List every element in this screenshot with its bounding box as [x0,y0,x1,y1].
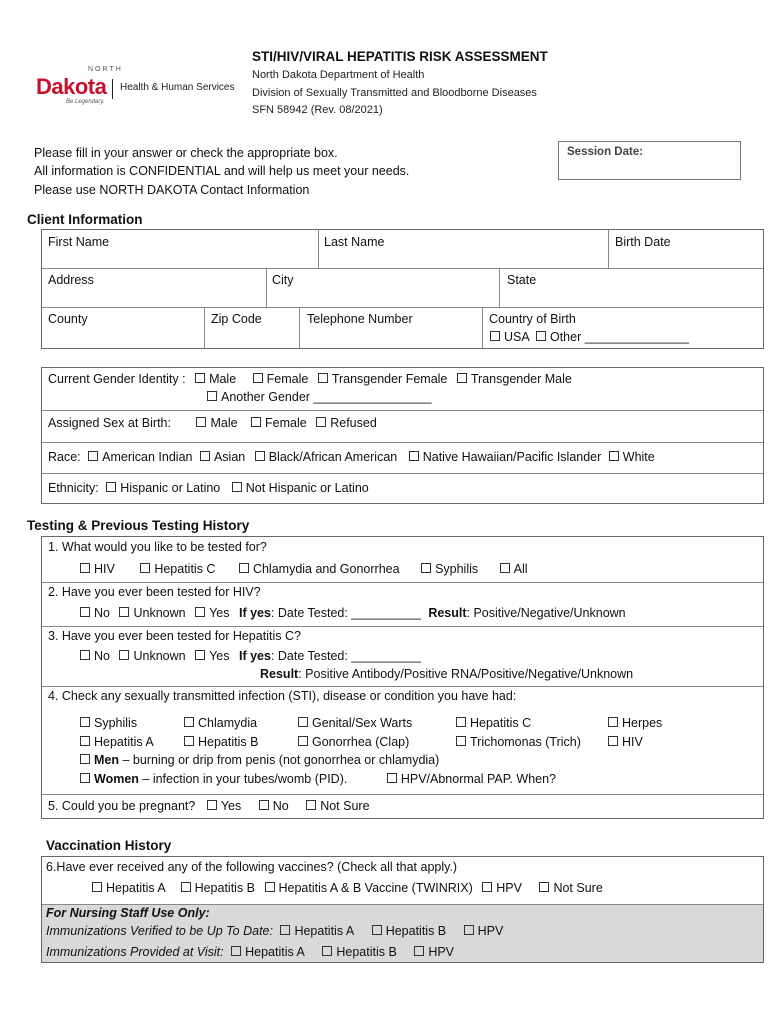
logo-divider [112,79,113,99]
race-asian-label: Asian [213,450,246,464]
state-field[interactable]: State [507,273,537,287]
q4-men-row [80,753,439,767]
vax-twinrix-checkbox[interactable] [265,882,275,892]
hiv-date-tested-field[interactable]: : Date Tested: __________ [270,606,421,620]
hepc-if-yes-label: If yes [238,649,271,663]
hepc-tested-no-checkbox[interactable] [80,650,90,660]
sti-hepb-label: Hepatitis B [198,735,259,749]
first-name-field[interactable]: First Name [48,235,110,249]
division-name: Division of Sexually Transmitted and Bloodborne Diseases [252,87,537,99]
gender-row [48,372,572,386]
address-field[interactable]: Address [48,273,94,287]
hiv-result-label: Result [428,606,467,620]
hepc-result-options[interactable]: : Positive Antibody/Positive RNA/Positive/Negative/Unknown [298,667,634,681]
q1-options [80,562,528,576]
provided-hepa-label: Hepatitis A [245,945,305,959]
other-country-label: Other _______________ [549,330,689,344]
hpv-pap-label: HPV/Abnormal PAP. When? [400,772,557,786]
hiv-unknown-label: Unknown [133,606,186,620]
verified-hepb-checkbox[interactable] [372,925,382,935]
q4-women-row [80,772,556,786]
hepc-date-tested-field[interactable]: : Date Tested: __________ [270,649,421,663]
sti-gonorrhea-label: Gonorrhea (Clap) [312,735,410,749]
sex-male-checkbox[interactable] [196,417,206,427]
sti-chlamydia-label: Chlamydia [198,716,258,730]
gender-trans-male-checkbox[interactable] [457,373,467,383]
nd-logo [36,66,236,110]
hiv-tested-unknown-checkbox[interactable] [119,607,129,617]
form-number: SFN 58942 (Rev. 08/2021) [252,104,383,116]
provided-label: Immunizations Provided at Visit [46,945,221,959]
hiv-no-label: No [94,606,110,620]
sti-warts-label: Genital/Sex Warts [312,716,413,730]
sti-hiv-label: HIV [622,735,643,749]
verified-hpv-checkbox[interactable] [464,925,474,935]
hepc-tested-yes-checkbox[interactable] [195,650,205,660]
race-white-label: White [622,450,655,464]
race-label: Race: [48,450,81,464]
sex-row [48,416,377,430]
hepc-tested-unknown-checkbox[interactable] [119,650,129,660]
sti-hepa-label: Hepatitis A [94,735,154,749]
vax-not-sure-label: Not Sure [553,881,603,895]
sti-herpes-label: Herpes [622,716,663,730]
provided-hepa-checkbox[interactable] [231,946,241,956]
test-chlamydia-label: Chlamydia and Gonorrhea [252,562,400,576]
ethnicity-label: Ethnicity: [48,481,99,495]
client-info-heading: Client Information [27,212,143,227]
provided-row: Immunizations Provided at Visit: Hepatitis A Hepatitis B HPV [46,945,455,959]
q3-text: 3. Have you ever been tested for Hepatitis C? [48,629,301,643]
verified-hepb-label: Hepatitis B [385,924,447,938]
testing-heading: Testing & Previous Testing History [27,518,250,533]
hiv-tested-no-checkbox[interactable] [80,607,90,617]
last-name-field[interactable]: Last Name [324,235,385,249]
vax-hepa-label: Hepatitis A [106,881,166,895]
city-field[interactable]: City [272,273,294,287]
vax-hpv-checkbox[interactable] [482,882,492,892]
pregnant-no-label: No [272,799,289,813]
staff-only-label: For Nursing Staff Use Only: [46,906,210,920]
pregnant-yes-checkbox[interactable] [207,800,217,810]
sti-syphilis-label: Syphilis [94,716,138,730]
race-asian-checkbox[interactable] [200,451,210,461]
another-gender-row [207,390,432,404]
sti-warts-checkbox[interactable] [298,717,308,727]
hepc-yes-label: Yes [209,649,230,663]
hepc-result-row [260,667,633,681]
hispanic-checkbox[interactable] [106,482,116,492]
race-black-label: Black/African American [268,450,398,464]
vax-hepb-checkbox[interactable] [181,882,191,892]
demographics-table [41,367,764,504]
sti-men-checkbox[interactable] [80,754,90,764]
pregnant-not-sure-checkbox[interactable] [306,800,316,810]
test-all-checkbox[interactable] [500,563,510,573]
verified-hepa-checkbox[interactable] [280,925,290,935]
intro-line-1: Please fill in your answer or check the appropriate box. [34,146,338,160]
test-chlamydia-checkbox[interactable] [239,563,249,573]
hiv-result-options[interactable]: : Positive/Negative/Unknown [466,606,626,620]
gender-trans-female-label: Transgender Female [331,372,448,386]
q4-row-2 [80,735,643,749]
q2-options [80,606,626,620]
q5-text: 5. Could you be pregnant? [48,799,196,813]
q4-text: 4. Check any sexually transmitted infection (STI), disease or condition you have had: [48,689,517,703]
race-white-checkbox[interactable] [609,451,619,461]
q4-row-1 [80,716,662,730]
test-hiv-label: HIV [94,562,115,576]
logo-dakota: Dakota [36,74,107,99]
not-hispanic-label: Not Hispanic or Latino [245,481,369,495]
sti-herpes-checkbox[interactable] [608,717,618,727]
vax-hpv-label: HPV [496,881,522,895]
men-label: Men [94,753,119,767]
vax-not-sure-checkbox[interactable] [539,882,549,892]
race-hawaiian-checkbox[interactable] [409,451,419,461]
not-hispanic-checkbox[interactable] [232,482,242,492]
gender-another-label: Another Gender _________________ [221,390,432,404]
sex-refused-label: Refused [330,416,377,430]
gender-male-checkbox[interactable] [195,373,205,383]
q3-options [80,649,421,663]
sex-label: Assigned Sex at Birth: [48,416,171,430]
test-hepc-checkbox[interactable] [140,563,150,573]
sex-female-checkbox[interactable] [251,417,261,427]
q6-options [92,881,603,895]
sex-male-label: Male [210,416,238,430]
sti-hepc-label: Hepatitis C [470,716,532,730]
gender-trans-male-label: Transgender Male [470,372,572,386]
hepc-no-label: No [94,649,110,663]
hiv-tested-yes-checkbox[interactable] [195,607,205,617]
race-black-checkbox[interactable] [255,451,265,461]
session-date-field[interactable] [558,141,741,180]
hepc-result-label: Result [260,667,299,681]
usa-label: USA [504,330,530,344]
other-country-checkbox[interactable] [536,331,546,341]
gender-male-label: Male [209,372,237,386]
session-date-label: Session Date: [567,146,644,158]
usa-checkbox[interactable] [490,331,500,341]
test-all-label: All [513,562,528,576]
form-title: STI/HIV/VIRAL HEPATITIS RISK ASSESSMENT [252,49,548,64]
provided-hpv-checkbox[interactable] [414,946,424,956]
sex-refused-checkbox[interactable] [316,417,326,427]
race-hawaiian-label: Native Hawaiian/Pacific Islander [422,450,602,464]
sti-syphilis-checkbox[interactable] [80,717,90,727]
birth-date-field[interactable]: Birth Date [615,235,671,249]
vax-hepb-label: Hepatitis B [194,881,256,895]
vax-twinrix-label: Hepatitis A & B Vaccine (TWINRIX) [278,881,473,895]
sti-gonorrhea-checkbox[interactable] [298,736,308,746]
gender-label: Current Gender Identity : [48,372,186,386]
sti-trich-label: Trichomonas (Trich) [470,735,581,749]
logo-tagline: Be Legendary. [66,99,105,105]
provided-hepb-checkbox[interactable] [322,946,332,956]
q1-text: 1. What would you like to be tested for? [48,540,267,554]
pregnant-no-checkbox[interactable] [259,800,269,810]
country-of-birth-label: Country of Birth [489,312,576,326]
gender-another-checkbox[interactable] [207,391,217,401]
ethnicity-row [48,481,369,495]
vax-hepa-checkbox[interactable] [92,882,102,892]
gender-female-label: Female [266,372,309,386]
provided-hpv-label: HPV [428,945,455,959]
hispanic-label: Hispanic or Latino [120,481,221,495]
race-american-indian-label: American Indian [102,450,193,464]
client-info-table [41,229,764,349]
gender-female-checkbox[interactable] [253,373,263,383]
sti-hepc-checkbox[interactable] [456,717,466,727]
hepc-unknown-label: Unknown [133,649,186,663]
sti-hepb-checkbox[interactable] [184,736,194,746]
intro-line-2: All information is CONFIDENTIAL and will help us meet your needs. [34,164,410,178]
zip-code-field[interactable]: Zip Code [211,312,262,326]
verified-hpv-label: HPV [477,924,504,938]
hiv-if-yes-label: If yes [238,606,271,620]
men-text: – burning or drip from penis (not gonorrhea or chlamydia) [119,753,440,767]
intro-line-3: Please use NORTH DAKOTA Contact Information [34,183,310,197]
women-text: – infection in your tubes/womb (PID). [138,772,348,786]
verified-row [46,924,503,938]
vaccination-heading: Vaccination History [46,838,172,853]
sex-female-label: Female [265,416,307,430]
q2-text: 2. Have you ever been tested for HIV? [48,585,261,599]
pregnant-yes-label: Yes [220,799,242,813]
pregnant-not-sure-label: Not Sure [320,799,370,813]
sti-hiv-checkbox[interactable] [608,736,618,746]
testing-table [41,536,764,819]
race-american-indian-checkbox[interactable] [88,451,98,461]
test-syphilis-label: Syphilis [435,562,479,576]
country-options [490,330,689,344]
provided-hepb-label: Hepatitis B [336,945,397,959]
sti-women-checkbox[interactable] [80,773,90,783]
vaccination-table [41,856,764,963]
sti-hpv-pap-checkbox[interactable] [387,773,397,783]
logo-north: NORTH [88,66,123,73]
sti-chlamydia-checkbox[interactable] [184,717,194,727]
logo-hhs: Health & Human Services [120,82,235,93]
telephone-field[interactable]: Telephone Number [307,312,413,326]
department-name: North Dakota Department of Health [252,69,425,81]
verified-hepa-label: Hepatitis A [294,924,355,938]
hiv-yes-label: Yes [209,606,230,620]
county-field[interactable]: County [48,312,88,326]
test-hepc-label: Hepatitis C [154,562,216,576]
women-label: Women [94,772,139,786]
test-hiv-checkbox[interactable] [80,563,90,573]
q5-row [48,799,370,813]
q6-text: 6.Have ever received any of the following vaccines? (Check all that apply.) [46,860,458,874]
sti-trich-checkbox[interactable] [456,736,466,746]
test-syphilis-checkbox[interactable] [421,563,431,573]
sti-hepa-checkbox[interactable] [80,736,90,746]
verified-label: Immunizations Verified to be Up To Date: [46,924,273,938]
gender-trans-female-checkbox[interactable] [318,373,328,383]
race-row [48,450,655,464]
